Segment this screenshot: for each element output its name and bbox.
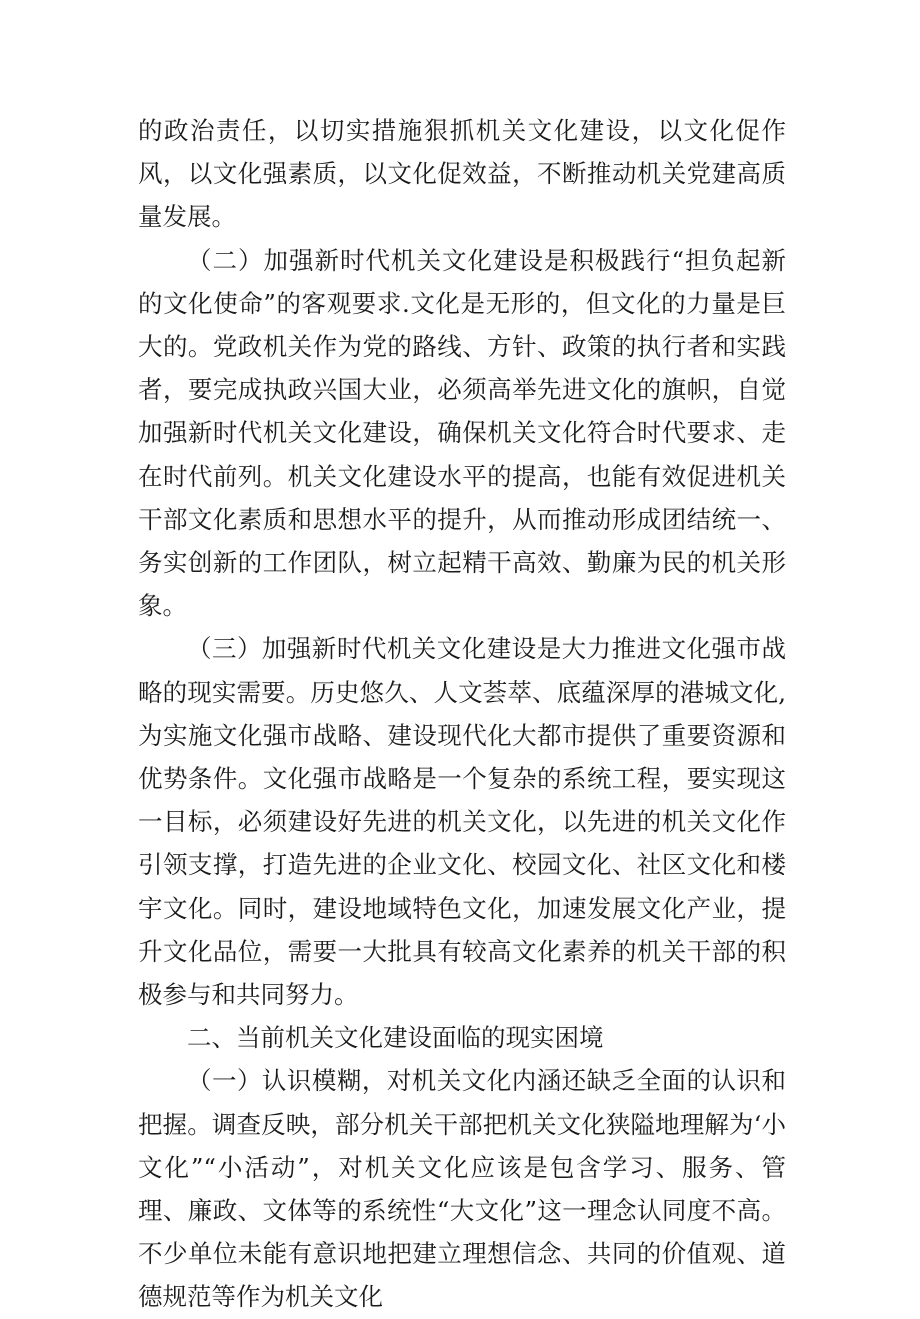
- paragraph-continued: 的政治责任，以切实措施狠抓机关文化建设，以文化促作风，以文化强素质，以文化促效益，不断推动机关党建高质量发展。: [138, 116, 786, 232]
- paragraph-section-1-3: （三）加强新时代机关文化建设是大力推进文化强市战略的现实需要。历史悠久、人文荟萃、底蕴深厚的港城文化,为实施文化强市战略、建设现代化大都市提供了重要资源和优势条件。文化强市战略是一个复杂的系统工程，要实现这一目标，必须建设好先进的机关文化，以先进的机关文化作引领支撑，打造先进的企业文化、校园文化、社区文化和楼宇文化。同时，建设地域特色文化，加速发展文化产业，提升文化品位，需要一大批具有较高文化素养的机关干部的积极参与和共同努力。: [138, 634, 786, 1010]
- section-heading-2: 二、当前机关文化建设面临的现实困境: [187, 1023, 604, 1053]
- paragraph-section-2-1: （一）认识模糊，对机关文化内涵还缺乏全面的认识和把握。调查反映，部分机关干部把机关文化狭隘地理解为‘小文化”“小活动”，对机关文化应该是包含学习、服务、管理、廉政、文体等的系统性“大文化”这一理念认同度不高。不少单位未能有意识地把建立理想信念、共同的价值观、道德规范等作为机关文化: [138, 1066, 786, 1312]
- paragraph-section-1-2: （二）加强新时代机关文化建设是积极践行“担负起新的文化使命”的客观要求.文化是无形的，但文化的力量是巨大的。党政机关作为党的路线、方针、政策的执行者和实践者，要完成执政兴国大业，必须高举先进文化的旗帜，自觉加强新时代机关文化建设，确保机关文化符合时代要求、走在时代前列。机关文化建设水平的提高，也能有效促进机关干部文化素质和思想水平的提升，从而推动形成团结统一、务实创新的工作团队，树立起精干高效、勤廉为民的机关形象。: [138, 245, 786, 621]
- document-page: [138, 109, 786, 1319]
